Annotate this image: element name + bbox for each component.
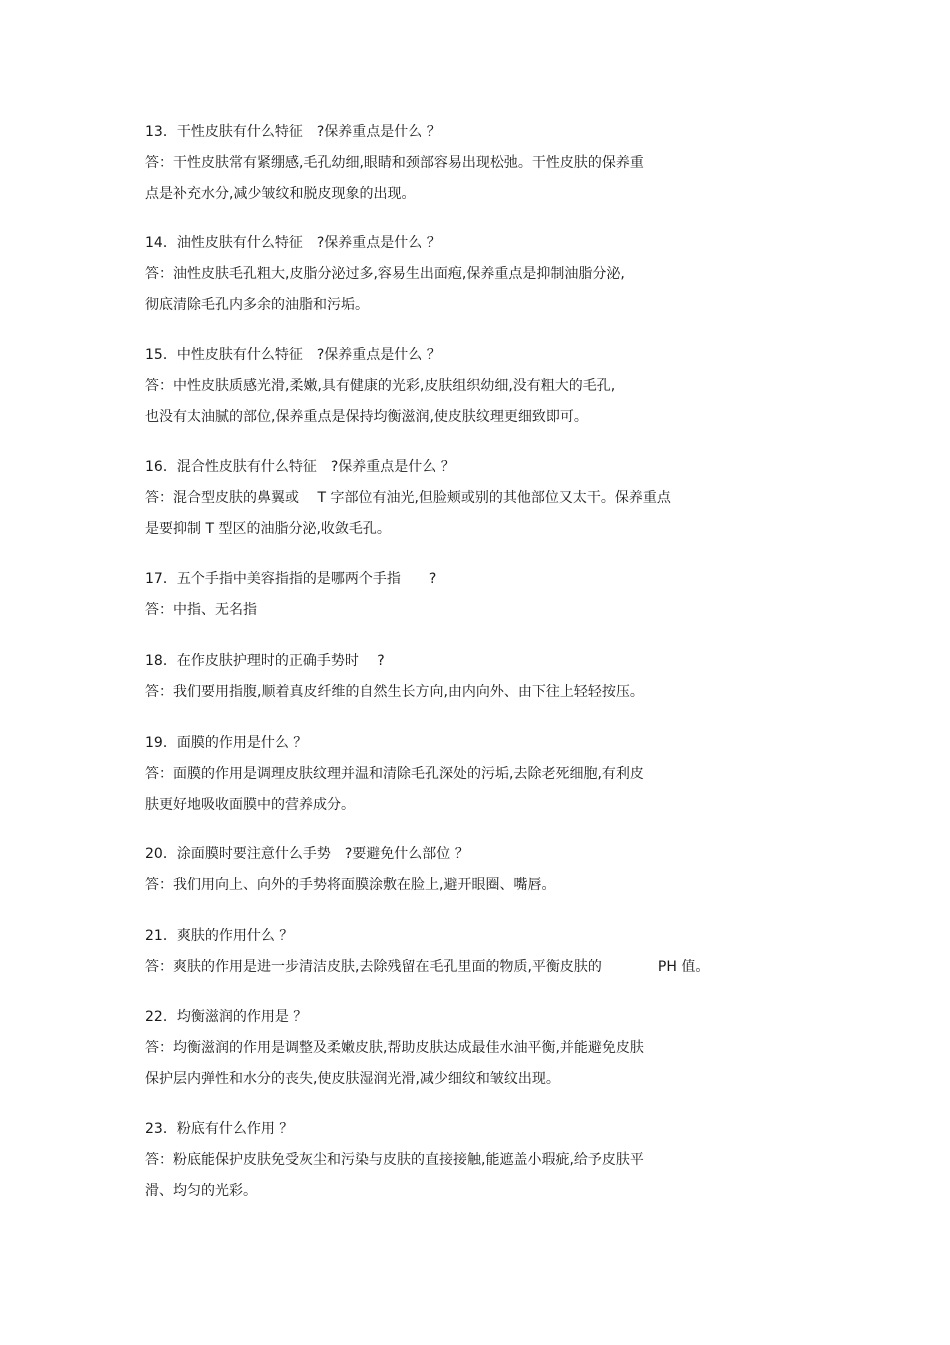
qa-item-23 [145,1114,825,1207]
question-text: 16．混合性皮肤有什么特征 ?保养重点是什么 ？ [145,459,455,475]
qa-item-14 [145,228,825,321]
qa-item-21 [145,921,825,983]
answer-line: 答：中指、无名指 [145,602,257,618]
qa-item-19 [145,728,825,821]
answer-line: 答：我们要用指腹,顺着真皮纤维的自然生长方向,由内向外、由下往上轻轻按压。 [145,684,644,700]
answer-line: 答：油性皮肤毛孔粗大,皮脂分泌过多,容易生出面疱,保养重点是抑制油脂分泌, [145,266,625,282]
question-text: 20．涂面膜时要注意什么手势 ?要避免什么部位 ？ [145,846,469,862]
answer-line: 答：混合型皮肤的鼻翼或 T 字部位有油光,但脸颊或别的其他部位又太干。保养重点 [145,490,671,506]
answer-line: 也没有太油腻的部位,保养重点是保持均衡滋润,使皮肤纹理更细致即可。 [145,409,588,425]
question-text: 13．干性皮肤有什么特征 ?保养重点是什么 ？ [145,124,441,140]
question-text: 22．均衡滋润的作用是 ？ [145,1009,308,1025]
answer-line: 答：粉底能保护皮肤免受灰尘和污染与皮肤的直接接触,能遮盖小瑕疵,给予皮肤平 [145,1152,644,1168]
answer-line: 滑、均匀的光彩。 [145,1183,257,1199]
qa-item-15 [145,340,825,433]
question-text: 14．油性皮肤有什么特征 ?保养重点是什么 ？ [145,235,441,251]
qa-item-17 [145,564,825,626]
question-text: 21．爽肤的作用什么 ？ [145,928,294,944]
question-text: 19．面膜的作用是什么 ？ [145,735,308,751]
answer-line: 保护层内弹性和水分的丧失,使皮肤湿润光滑,减少细纹和皱纹出现。 [145,1071,560,1087]
question-text: 15．中性皮肤有什么特征 ?保养重点是什么 ？ [145,347,441,363]
qa-item-22 [145,1002,825,1095]
qa-item-13 [145,117,825,210]
answer-line: 答：我们用向上、向外的手势将面膜涂敷在脸上,避开眼圈、嘴唇。 [145,877,556,893]
answer-line: 是要抑制 T 型区的油脂分泌,收敛毛孔。 [145,521,391,537]
question-text: 18．在作皮肤护理时的正确手势时 ? [145,653,385,669]
answer-line: 答：均衡滋润的作用是调整及柔嫩皮肤,帮助皮肤达成最佳水油平衡,并能避免皮肤 [145,1040,644,1056]
answer-line: 点是补充水分,减少皱纹和脱皮现象的出现。 [145,186,416,202]
answer-line: 答：面膜的作用是调理皮肤纹理并温和清除毛孔深处的污垢,去除老死细胞,有利皮 [145,766,644,782]
answer-line: 答：中性皮肤质感光滑,柔嫩,具有健康的光彩,皮肤组织幼细,没有粗大的毛孔, [145,378,616,394]
qa-item-16 [145,452,825,545]
qa-item-20 [145,839,825,901]
answer-line: 彻底清除毛孔内多余的油脂和污垢。 [145,297,369,313]
answer-line: 答：爽肤的作用是进一步清洁皮肤,去除残留在毛孔里面的物质,平衡皮肤的 PH 值。 [145,959,710,975]
answer-line: 肤更好地吸收面膜中的营养成分。 [145,797,355,813]
question-text: 23．粉底有什么作用 ？ [145,1121,294,1137]
question-text: 17．五个手指中美容指指的是哪两个手指 ? [145,571,437,587]
qa-item-18 [145,646,825,708]
answer-line: 答：干性皮肤常有紧绷感,毛孔幼细,眼睛和颈部容易出现松弛。干性皮肤的保养重 [145,155,644,171]
